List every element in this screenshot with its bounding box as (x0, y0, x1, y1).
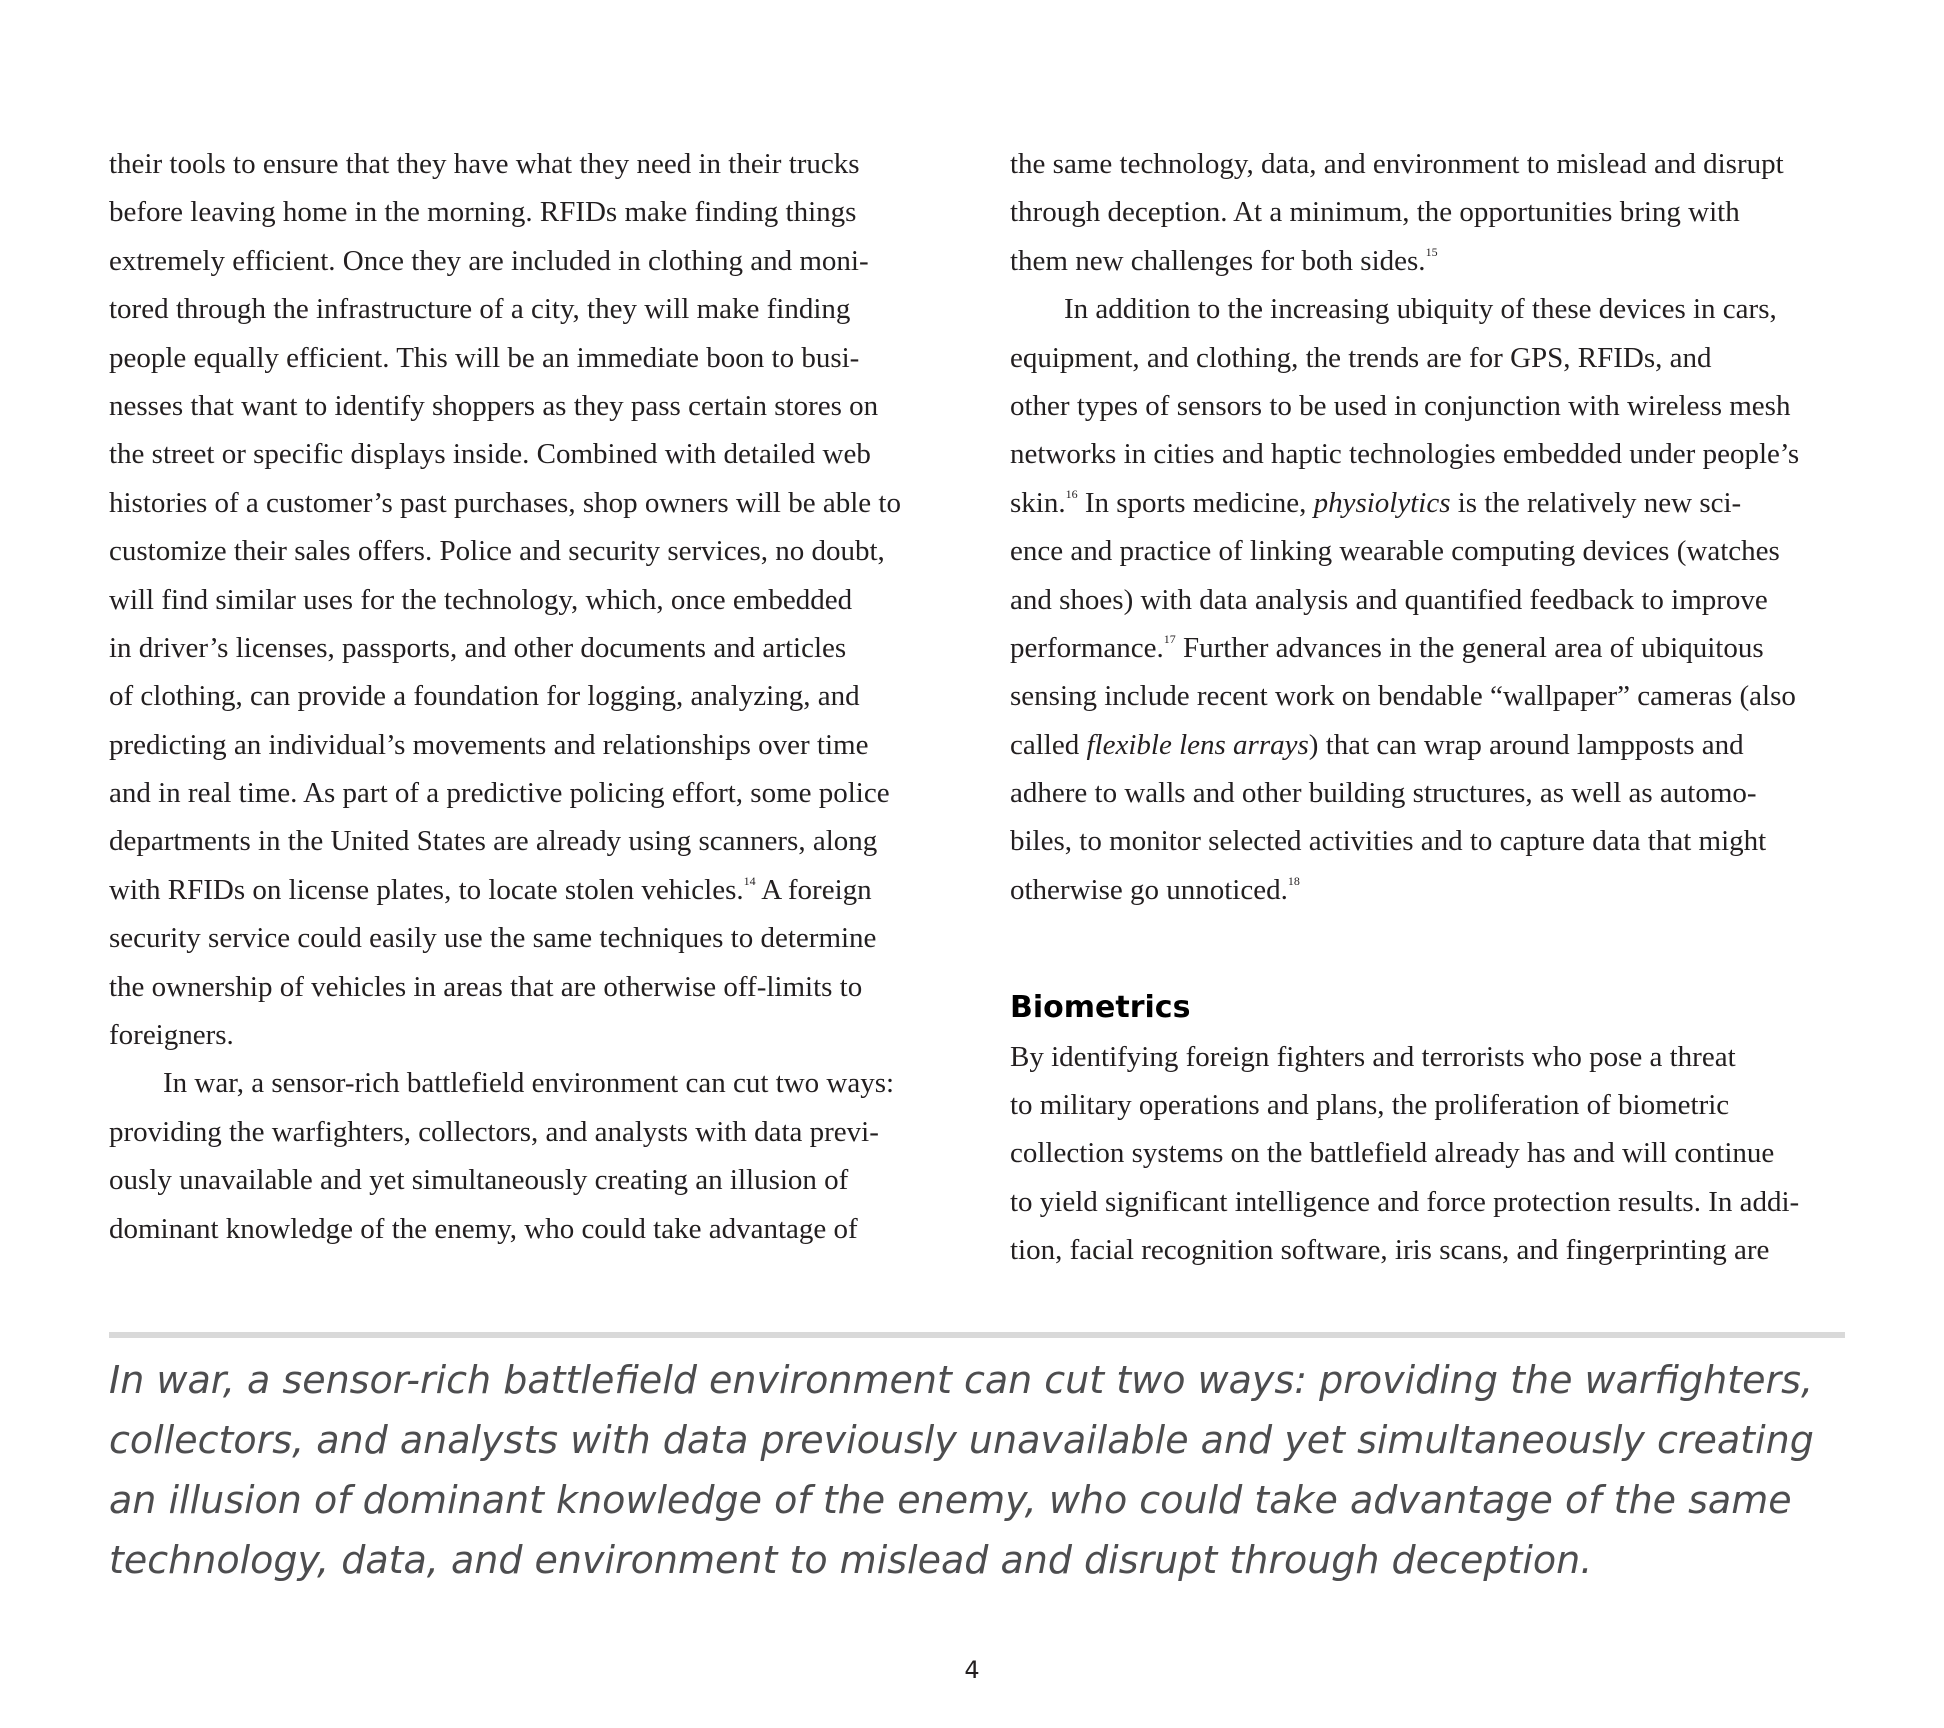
section-heading: Biometrics (1010, 989, 1191, 1025)
italic-term: physiolytics (1313, 486, 1451, 519)
left-column (109, 140, 949, 1253)
text-line: networks in cities and haptic technologies embedded under people’s (1010, 438, 1800, 471)
text-run: called (1010, 728, 1087, 761)
text-line: will find similar uses for the technology, which, once embedded (109, 583, 853, 616)
text-line: and in real time. As part of a predictive policing effort, some police (109, 777, 890, 810)
italic-term: flexible lens arrays (1086, 728, 1309, 761)
pullquote-line: In war, a sensor-rich battlefield environment can cut two ways: providing the warfighters, (109, 1358, 1814, 1402)
text-line (1010, 721, 1852, 769)
text-run: performance. (1010, 631, 1164, 664)
text-line: collection systems on the battlefield already has and will continue (1010, 1137, 1775, 1170)
text-line (1010, 237, 1852, 285)
text-line: providing the warfighters, collectors, and analysts with data previ- (109, 1115, 879, 1148)
footnote-marker: 17 (1163, 631, 1176, 646)
text-line: nesses that want to identify shoppers as they pass certain stores on (109, 389, 879, 422)
right-column (1010, 140, 1852, 1275)
text-line: equipment, and clothing, the trends are for GPS, RFIDs, and (1010, 341, 1712, 374)
text-line: people equally efficient. This will be an immediate boon to busi- (109, 341, 860, 374)
text-line (1010, 866, 1852, 914)
text-line: biles, to monitor selected activities and to capture data that might (1010, 825, 1767, 858)
text-line: histories of a customer’s past purchases, shop owners will be able to (109, 486, 901, 519)
text-run: is the relatively new sci- (1450, 486, 1742, 519)
text-line: to military operations and plans, the proliferation of biometric (1010, 1089, 1730, 1122)
text-line: tored through the infrastructure of a city, they will make finding (109, 293, 851, 326)
text-line (1010, 479, 1852, 527)
text-run: skin. (1010, 486, 1066, 519)
text-line: of clothing, can provide a foundation for logging, analyzing, and (109, 680, 860, 713)
text-line: through deception. At a minimum, the opportunities bring with (1010, 196, 1740, 229)
text-line: the same technology, data, and environment to mislead and disrupt (1010, 148, 1784, 180)
page-number: 4 (964, 1656, 980, 1684)
text-line: departments in the United States are already using scanners, along (109, 825, 878, 858)
text-line: tion, facial recognition software, iris scans, and fingerprinting are (1010, 1234, 1770, 1267)
footnote-marker: 18 (1287, 873, 1300, 888)
pullquote-rule (109, 1332, 1845, 1338)
footnote-marker: 14 (743, 873, 756, 888)
paragraph-first-line: In war, a sensor-rich battlefield environment can cut two ways: (163, 1067, 895, 1100)
text-run: In sports medicine, (1077, 486, 1314, 519)
text-run: Further advances in the general area of ubiquitous (1175, 631, 1764, 664)
footnote-marker: 15 (1425, 244, 1438, 259)
text-line (109, 866, 949, 914)
text-line: their tools to ensure that they have what they need in their trucks (109, 148, 860, 180)
pullquote-line: an illusion of dominant knowledge of the enemy, who could take advantage of the same (109, 1478, 1792, 1522)
text-line: other types of sensors to be used in conjunction with wireless mesh (1010, 389, 1791, 422)
text-line: adhere to walls and other building structures, as well as automo- (1010, 777, 1757, 810)
text-run: A foreign (755, 873, 872, 906)
text-line: ence and practice of linking wearable computing devices (watches (1010, 535, 1780, 568)
pullquote-line: technology, data, and environment to mislead and disrupt through deception. (109, 1538, 1593, 1582)
text-line: sensing include recent work on bendable “wallpaper” cameras (also (1010, 680, 1796, 713)
text-line: the ownership of vehicles in areas that are otherwise off-limits to (109, 970, 863, 1003)
footnote-marker: 16 (1065, 486, 1078, 501)
text-line: in driver’s licenses, passports, and other documents and articles (109, 631, 847, 664)
text-line (1010, 624, 1852, 672)
paragraph-first-line: In addition to the increasing ubiquity of these devices in cars, (1064, 293, 1777, 326)
text-run: them new challenges for both sides. (1010, 244, 1426, 277)
pullquote (109, 1350, 1845, 1590)
text-line: foreigners. (109, 1019, 234, 1052)
text-line: dominant knowledge of the enemy, who could take advantage of (109, 1212, 858, 1245)
text-line: security service could easily use the same techniques to determine (109, 922, 877, 955)
text-line: before leaving home in the morning. RFIDs make finding things (109, 196, 857, 229)
text-line: customize their sales offers. Police and security services, no doubt, (109, 535, 885, 568)
text-line: extremely efficient. Once they are included in clothing and moni- (109, 244, 869, 277)
text-line: predicting an individual’s movements and relationships over time (109, 728, 869, 761)
text-run: otherwise go unnoticed. (1010, 873, 1288, 906)
text-run: ) that can wrap around lampposts and (1308, 728, 1744, 761)
text-line: By identifying foreign fighters and terrorists who pose a threat (1010, 1040, 1736, 1073)
text-line: and shoes) with data analysis and quantified feedback to improve (1010, 583, 1768, 616)
section-gap (1010, 914, 1852, 962)
text-line: to yield significant intelligence and force protection results. In addi- (1010, 1185, 1800, 1218)
text-line: the street or specific displays inside. Combined with detailed web (109, 438, 871, 471)
text-line: ously unavailable and yet simultaneously creating an illusion of (109, 1164, 849, 1197)
pullquote-line: collectors, and analysts with data previously unavailable and yet simultaneously creating (109, 1418, 1814, 1462)
text-run: with RFIDs on license plates, to locate stolen vehicles. (109, 873, 744, 906)
